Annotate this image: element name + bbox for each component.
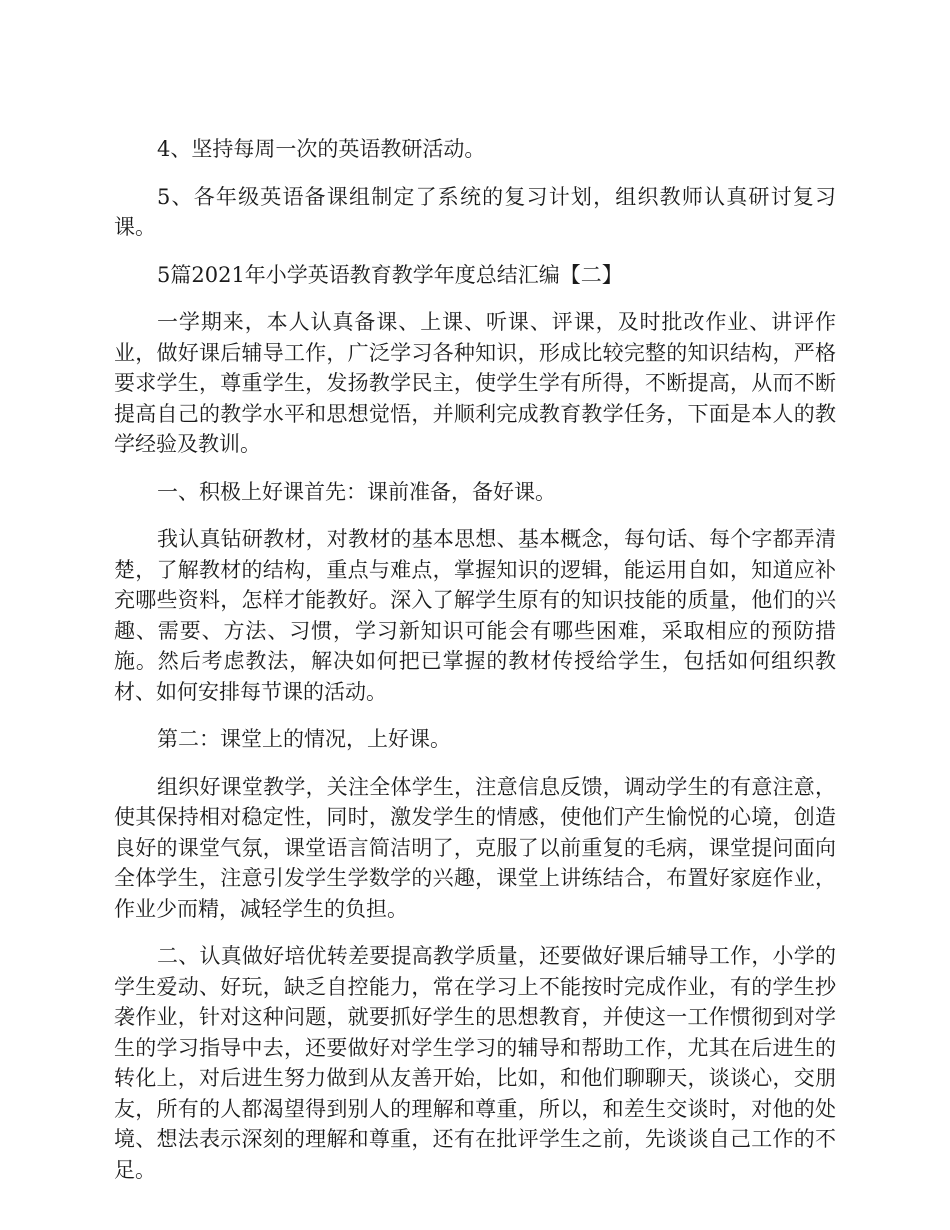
document-body xyxy=(114,134,836,1202)
intro-paragraph: 一学期来，本人认真备课、上课、听课、评课，及时批改作业、讲评作业，做好课后辅导工作，广泛学习各种知识，形成比较完整的知识结构，严格要求学生，尊重学生，发扬教学民主，使学生学有所得，不断提高，从而不断提高自己的教学水平和思想觉悟，并顺利完成教育教学任务，下面是本人的教学经验及教训。 xyxy=(114,310,836,456)
paragraph-textbook-study: 我认真钻研教材，对教材的基本思想、基本概念，每句话、每个字都弄清楚，了解教材的结构，重点与难点，掌握知识的逻辑，能运用自如，知道应补充哪些资料，怎样才能教好。深入了解学生原有的知识技能的质量，他们的兴趣、需要、方法、习惯，学习新知识可能会有哪些困难，采取相应的预防措施。然后考虑教法，解决如何把已掌握的教材传授给学生，包括如何组织教材、如何安排每节课的活动。 xyxy=(114,527,836,704)
list-item-review-plan: 5、各年级英语备课组制定了系统的复习计划，组织教师认真研讨复习课。 xyxy=(114,184,836,239)
paragraph-tutoring: 二、认真做好培优转差要提高教学质量，还要做好课后辅导工作，小学的学生爱动、好玩，缺乏自控能力，常在学习上不能按时完成作业，有的学生抄袭作业，针对这种问题，就要抓好学生的思想教育，并使这一工作惯彻到对学生的学习指导中去，还要做好对学生学习的辅导和帮助工作，尤其在后进生的转化上，对后进生努力做到从友善开始，比如，和他们聊聊天，谈谈心，交朋友，所有的人都渴望得到别人的理解和尊重，所以，和差生交谈时，对他的处境、想法表示深刻的理解和尊重，还有在批评学生之前，先谈谈自己工作的不足。 xyxy=(114,944,836,1182)
subheading-classroom: 第二：课堂上的情况，上好课。 xyxy=(157,727,451,751)
section-heading: 5篇2021年小学英语教育教学年度总结汇编【二】 xyxy=(157,262,623,287)
subheading-lesson-prep: 一、积极上好课首先：课前准备，备好课。 xyxy=(157,479,556,504)
list-item-weekly-research: 4、坚持每周一次的英语教研活动。 xyxy=(157,137,486,161)
paragraph-classroom-teaching: 组织好课堂教学，关注全体学生，注意信息反馈，调动学生的有意注意，使其保持相对稳定性，同时，激发学生的情感，使他们产生愉悦的心境，创造良好的课堂气氛，课堂语言简洁明了，克服了以前重复的毛病，课堂提问面向全体学生，注意引发学生学数学的兴趣，课堂上讲练结合，布置好家庭作业，作业少而精，减轻学生的负担。 xyxy=(114,774,836,921)
